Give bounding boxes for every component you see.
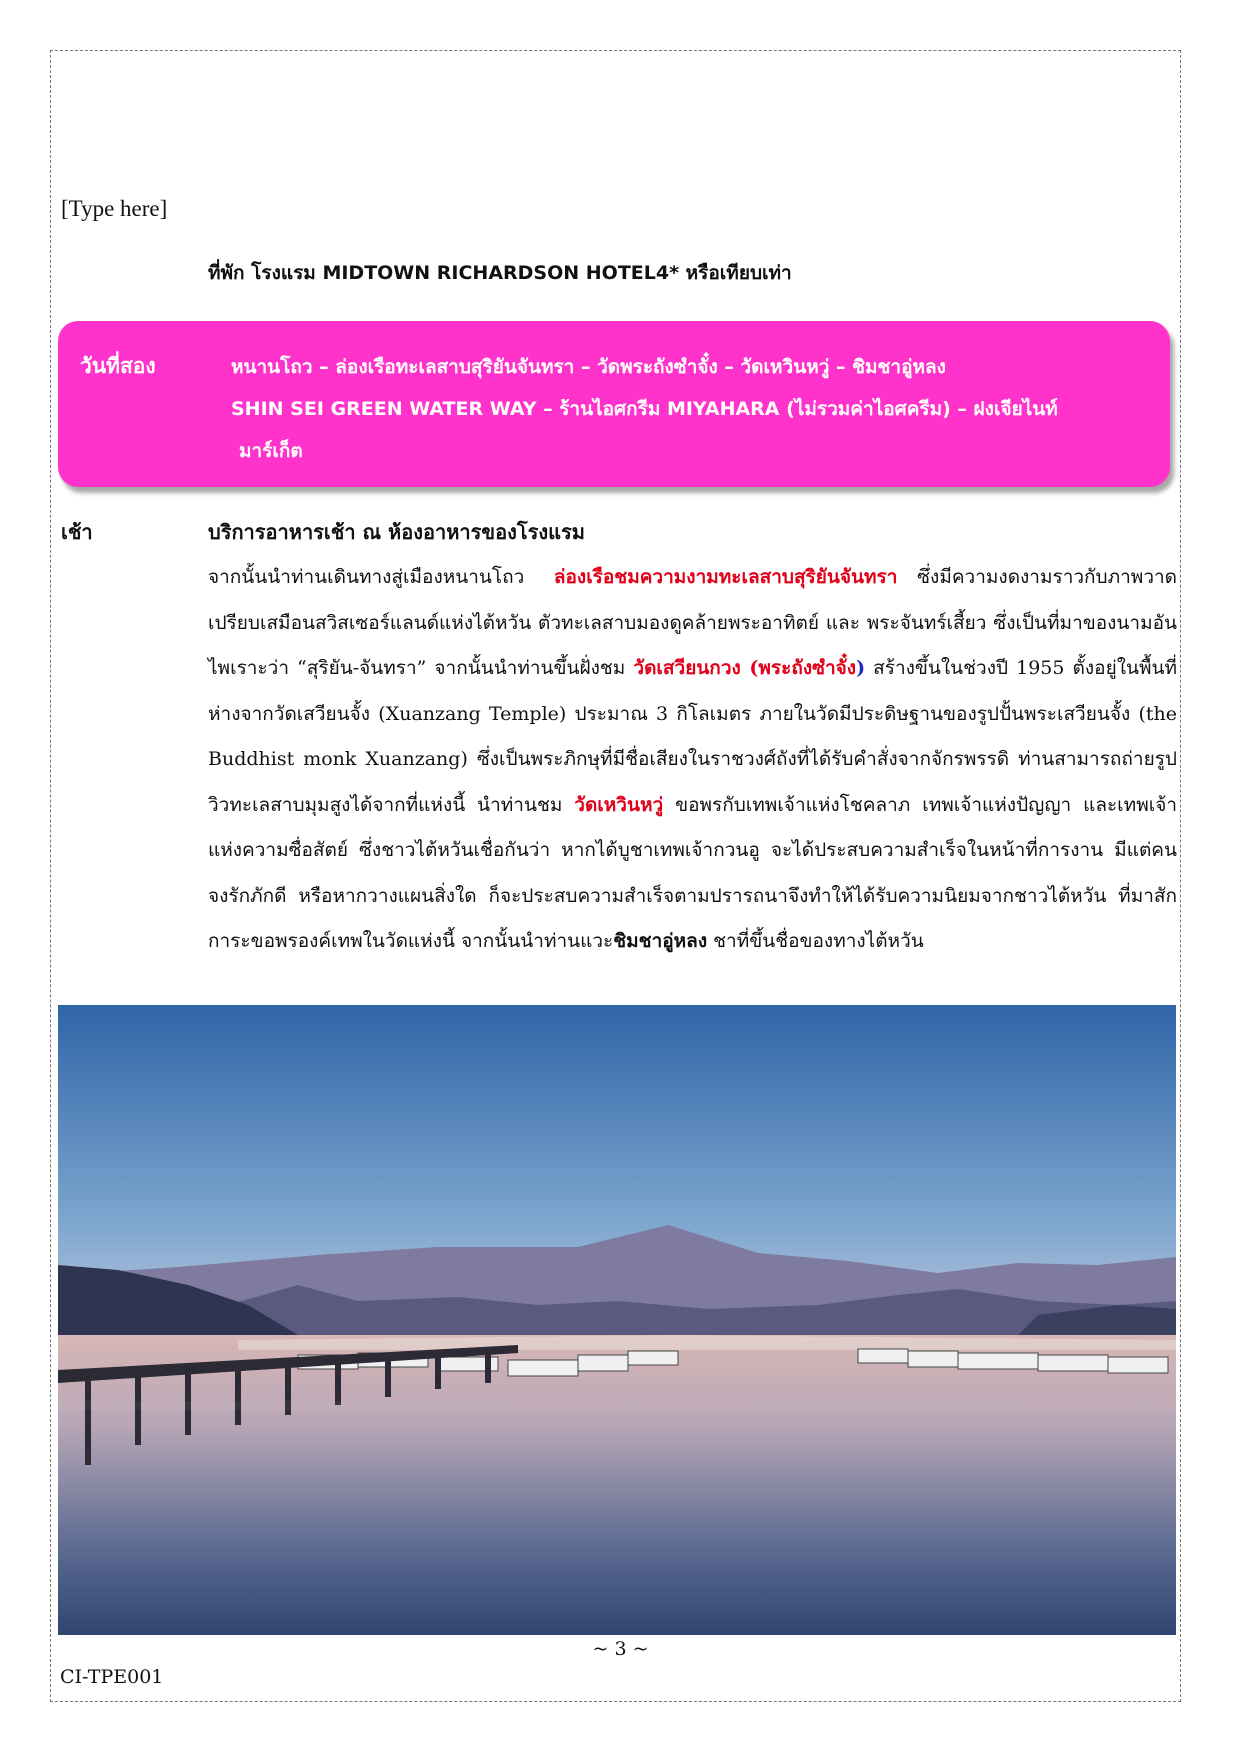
itinerary-description (208, 555, 1177, 965)
highlight-wenwu-temple: วัดเหวินหวู่ (574, 793, 664, 816)
header-placeholder[interactable]: [Type here] (61, 196, 168, 221)
footer-code: CI-TPE001 (60, 1666, 164, 1688)
body-text-1: จากนั้นนำท่านเดินทางสู่เมืองหนานโถว (208, 566, 525, 588)
day-title-line-1: หนานโถว – ล่องเรือทะเลสาบสุริยันจันทรา – วัดพระถังซำจั๋ง – วัดเหวินหวู่ – ชิมชาอู่หลง (231, 356, 946, 378)
day-title-line-2: SHIN SEI GREEN WATER WAY – ร้านไอศกรีม MIYAHARA (ไม่รวมค่าไอศครีม) – ฝงเจียไนท์ (231, 398, 1058, 420)
hotel-line: ที่พัก โรงแรม MIDTOWN RICHARDSON HOTEL4* หรือเทียบเท่า (208, 262, 792, 284)
highlight-sun-moon-lake-cruise: ล่องเรือชมความงามทะเลสาบสุริยันจันทรา (553, 566, 898, 588)
day-label: วันที่สอง (80, 354, 156, 378)
highlight-oolong-tea: ชิมชาอู่หลง (613, 930, 708, 952)
highlight-paren: ) (856, 657, 866, 679)
breakfast-label: เช้า (61, 520, 93, 544)
day-title-line-3: มาร์เก็ต (239, 440, 303, 462)
body-text-2: ซึ่งมีความงดงามราวกับภาพวาด เปรียบเสมือนสวิสเซอร์แลนด์แห่งไต้หวัน ตัวทะเลสาบมองดูคล้ายพระอาทิตย์ และ พระจันทร์เสี้ยว ซึ่งเป็นที่มาของนามอันไพเราะว่า “สุริยัน-จันทรา” จากนั้นนำท่านขึ้นฝั่งชม (208, 566, 1177, 679)
sun-moon-lake-photo (58, 1005, 1176, 1635)
day-title (231, 346, 1151, 472)
body-text-3: สร้างขึ้นในช่วงปี 1955 ตั้งอยู่ในพื้นที่ห่างจากวัดเสวียนจั้ง (Xuanzang Temple) ประมาณ 3 กิโลเมตร ภายในวัดมีประดิษฐานของรูปปั้นพระเสวียนจั้ง (the Buddhist monk Xuanzang) ซึ่งเป็นพระภิกษุที่มีชื่อเสียงในราชวงศ์ถังที่ได้รับคำสั่งจากจักรพรรดิ ท่านสามารถถ่ายรูปวิวทะเลสาบมุมสูงได้จากที่แห่งนี้ นำท่านชม (208, 657, 1178, 816)
page-number: ~ 3 ~ (592, 1638, 649, 1660)
breakfast-text: บริการอาหารเช้า ณ ห้องอาหารของโรงแรม (208, 520, 585, 544)
body-text-4: ขอพรกับเทพเจ้าแห่งโชคลาภ เทพเจ้าแห่งปัญญา และเทพเจ้าแห่งความซื่อสัตย์ ซึ่งชาวไต้หวันเชื่อกันว่า หากได้บูชาเทพเจ้ากวนอู จะได้ประสบความสำเร็จในหน้าที่การงาน มีแต่คนจงรักภักดี หรือหากวางแผนสิ่งใด ก็จะประสบความสำเร็จตามปรารถนาจึงทำให้ได้รับความนิยมจากชาวไต้หวัน ที่มาสักการะขอพรองค์เทพในวัดแห่งนี้ จากนั้นนำท่านแวะ (208, 793, 1178, 952)
body-text-5: ชาที่ขึ้นชื่อของทางไต้หวัน (713, 930, 924, 952)
highlight-xuanguang-temple: วัดเสวียนกวง (พระถังซำจั๋ง (633, 657, 857, 679)
